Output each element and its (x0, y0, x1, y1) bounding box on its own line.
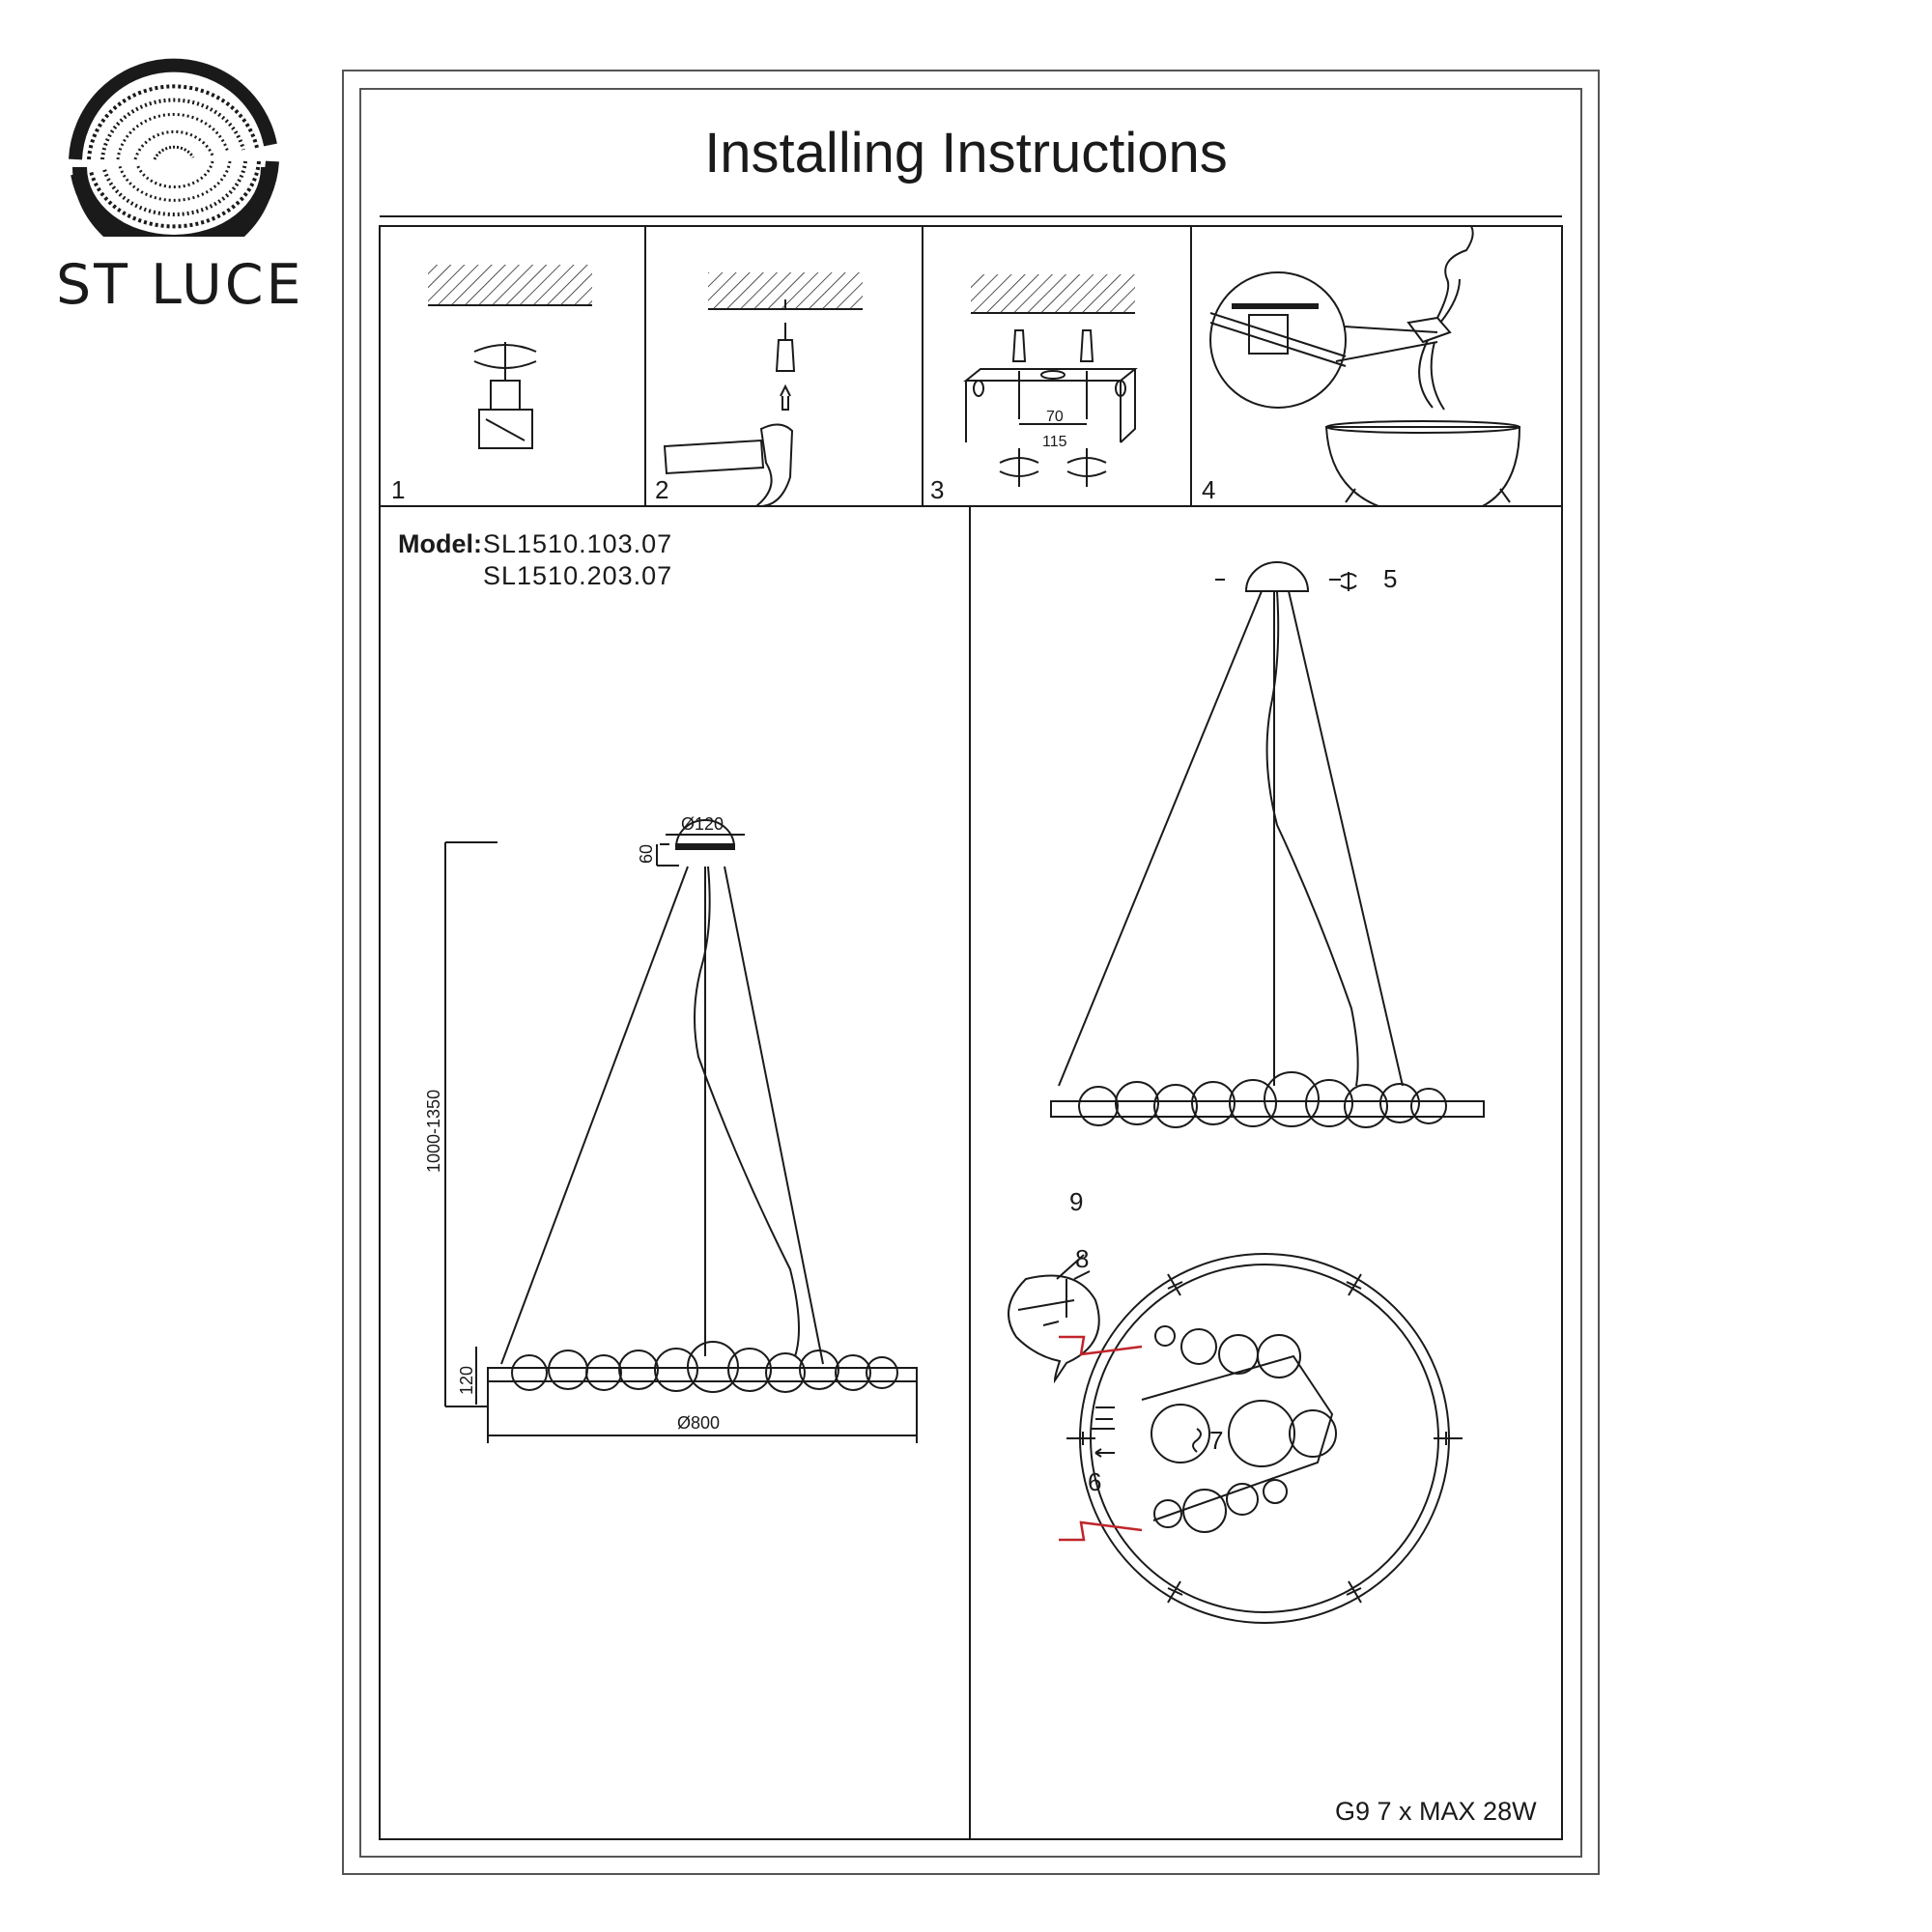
callout-9: 9 (1069, 1187, 1084, 1216)
step-3-bracket-illustration (923, 226, 1191, 506)
callout-6: 6 (1088, 1467, 1102, 1496)
canopy-diameter-label: Ø120 (681, 814, 724, 834)
step-number-4: 4 (1202, 475, 1216, 504)
model-code-2: SL1510.203.07 (483, 561, 673, 590)
callout-5: 5 (1383, 564, 1398, 593)
bulb-specification: G9 7 x MAX 28W (1335, 1797, 1537, 1826)
bracket-outer-dimension: 115 (1042, 434, 1067, 450)
assembly-drawing (970, 506, 1562, 1839)
step-number-3: 3 (930, 475, 945, 504)
model-label: Model: (398, 529, 482, 558)
callout-7: 7 (1209, 1426, 1224, 1455)
callout-8: 8 (1075, 1244, 1090, 1273)
brand-name: ST LUCE (56, 253, 304, 317)
dimensioned-drawing (380, 506, 970, 1839)
step-1-drill-illustration (380, 226, 645, 506)
model-code-1: SL1510.103.07 (483, 529, 673, 558)
step-number-1: 1 (391, 475, 406, 504)
page-title: Installing Instructions (704, 122, 1228, 185)
step-4-wiring-illustration (1191, 226, 1562, 506)
hang-height-label: 1000-1350 (424, 1089, 443, 1173)
ring-diameter-label: Ø800 (677, 1413, 721, 1433)
bracket-inner-dimension: 70 (1046, 409, 1064, 425)
step-2-hammer-illustration (645, 226, 923, 506)
ring-height-label: 120 (457, 1365, 476, 1395)
step-number-2: 2 (655, 475, 669, 504)
canopy-height-label: 60 (637, 843, 656, 864)
